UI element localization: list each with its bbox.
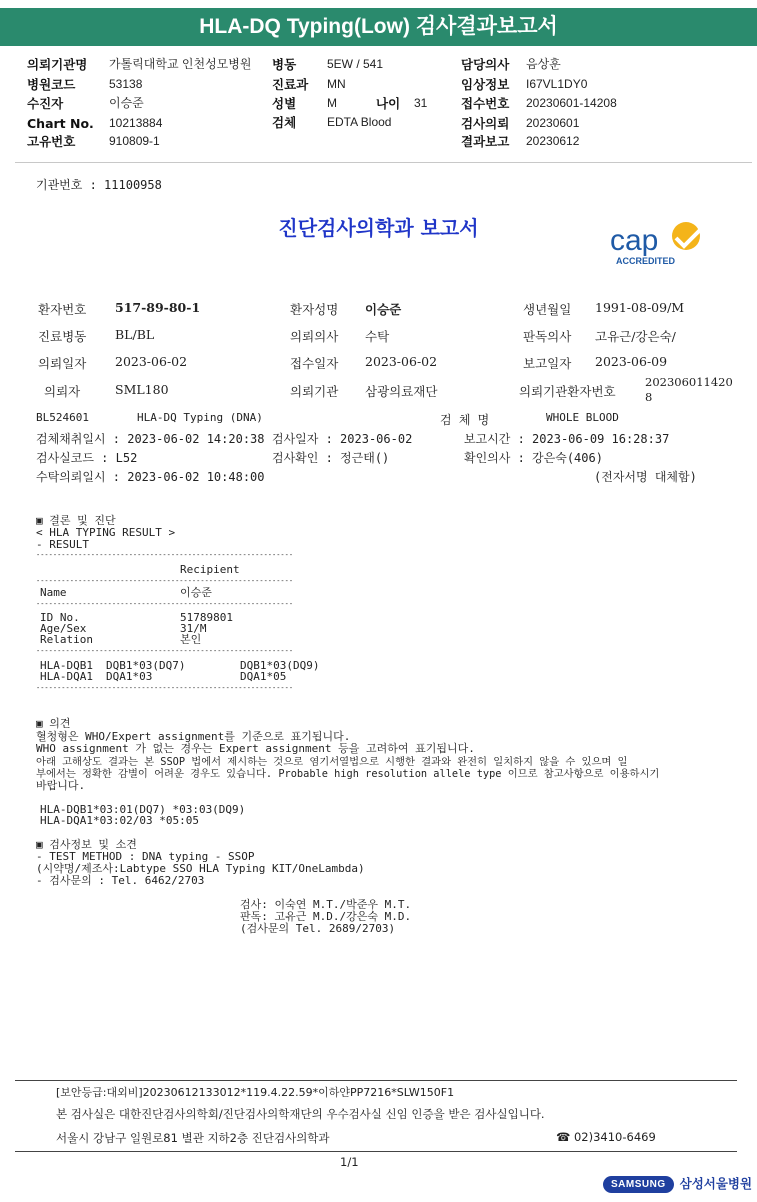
test-code: BL524601 [36,411,89,424]
inquiry-phone: (검사문의 Tel. 2689/2703) [240,922,396,935]
result-report-value: 20230612 [526,134,580,148]
institution-patient-no-label: 의뢰기관환자번호 [519,384,616,399]
confirming-doctor: 확인의사 : 강은숙(406) [464,451,603,465]
request-date-label: 의뢰일자 [38,356,87,371]
recipient-header: Recipient [180,563,240,576]
department-value: MN [327,77,346,91]
accession-value: 20230601-14208 [526,96,617,110]
hospital-brand [603,1172,752,1193]
result-dash-1: ------------------------------------------------------------- [36,551,294,559]
report-time: 보고시간 : 2023-06-09 16:28:37 [464,432,670,446]
consignment-time: 수탁의뢰일시 : 2023-06-02 10:48:00 [36,470,265,484]
requester-value: SML180 [115,382,169,397]
name-label: Name [40,586,67,599]
ward-code-label: 진료병동 [38,329,87,344]
chart-no-label: Chart No. [27,116,94,131]
hla-typing-result-title: < HLA TYPING RESULT > [36,526,176,539]
result-report-label: 결과보고 [461,134,510,149]
test-confirm: 검사확인 : 정근태() [272,451,390,465]
electronic-signature-note: (전자서명 대체함) [594,470,697,484]
read-by: 판독: 고유근 M.D./강은숙 M.D. [240,910,412,923]
opinion-line-2: WHO assignment 가 없는 경우는 Expert assignment 등을 고려하여 표기됩니다. [36,742,475,755]
test-info-heading: ▣ 검사정보 및 소견 [36,838,137,851]
dqa1-allele-1: DQA1*03 [106,670,153,683]
reading-doctor-value: 고유근/강은숙/ [595,329,676,344]
sex-value: M [327,96,337,110]
patient-no-label: 환자번호 [38,302,87,317]
requesting-doctor-label: 의뢰의사 [290,329,339,344]
opinion-line-4: 부에서는 정확한 감별이 어려운 경우도 있습니다. Probable high resolution allele type 이므로 참고사항으로 이용하시기 [36,768,660,780]
report-title-banner: HLA-DQ Typing(Low) 검사결과보고서 [0,8,757,46]
result-dash-3: ------------------------------------------------------------- [36,600,294,608]
age-sex-value: 31/M [180,622,207,635]
specimen-name-value: WHOLE BLOOD [546,411,619,424]
test-name: HLA-DQ Typing (DNA) [137,411,263,424]
institution-label: 의뢰기관명 [27,57,88,72]
dqb1-locus: HLA-DQB1 [40,659,93,672]
department-label: 진료과 [272,77,309,92]
report-date-label: 보고일자 [523,356,572,371]
specimen-label: 검체 [272,115,297,130]
ward-label: 병동 [272,57,297,72]
address-line: 서울시 강남구 일원로81 별관 지하2층 진단검사의학과 [56,1131,330,1145]
relation-value: 본인 [180,633,202,646]
footer-divider-top [15,1080,737,1081]
opinion-line-3: 아래 고해상도 결과는 본 SSOP 법에서 제시하는 것으로 염기서열법으로 시행한 결과와 완전히 일치하지 않을 수 있으며 일 [36,756,628,768]
svg-text:cap: cap [610,224,659,257]
requesting-doctor-value: 수탁 [365,329,390,344]
hospital-name: 삼성서울병원 [679,1175,753,1191]
header-divider [15,162,752,163]
conclusion-heading: ▣ 결론 및 진단 [36,514,116,527]
chart-no-value: 10213884 [109,116,163,130]
clinical-info-value: I67VL1DY0 [526,77,588,91]
requesting-institution-value: 삼광의료재단 [365,384,438,399]
samsung-logo: SAMSUNG [603,1176,674,1193]
collection-time: 검체채취일시 : 2023-06-02 14:20:38 [36,432,265,446]
result-dash-5: ------------------------------------------------------------- [36,684,294,692]
age-sex-label: Age/Sex [40,622,87,635]
test-date: 검사일자 : 2023-06-02 [272,432,413,446]
receipt-date-label: 접수일자 [290,356,339,371]
test-request-label: 검사의뢰 [461,116,510,131]
opinion-heading: ▣ 의견 [36,717,71,730]
ward-code-value: BL/BL [115,327,155,342]
patient-name-value: 이승준 [365,302,402,317]
svg-text:ACCREDITED: ACCREDITED [616,256,676,266]
birth-date-value: 1991-08-09/M [595,300,685,315]
unique-no-value: 910809-1 [109,134,160,148]
result-dash-4: ------------------------------------------------------------- [36,647,294,655]
report-title: 진단검사의학과 보고서 [278,216,479,240]
hospital-code-label: 병원코드 [27,77,76,92]
hospital-code-value: 53138 [109,77,143,91]
test-request-value: 20230601 [526,116,580,130]
id-no-value: 51789801 [180,611,233,624]
institution-patient-no-value: 202306011420 [645,375,733,389]
institution-value: 가톨릭대학교 인천성모병원 [109,57,252,71]
id-no-label: ID No. [40,611,80,624]
unique-no-label: 고유번호 [27,134,76,149]
ward-value: 5EW / 541 [327,57,384,71]
doctor-label: 담당의사 [461,57,510,72]
relation-label: Relation [40,633,93,646]
high-res-dqb1: HLA-DQB1*03:01(DQ7) *03:03(DQ9) [40,803,246,816]
reading-doctor-label: 판독의사 [523,329,572,344]
sex-label: 성별 [272,96,297,111]
tested-by: 검사: 이숙연 M.T./박준우 M.T. [240,898,412,911]
result-subtitle: - RESULT [36,538,89,551]
dqb1-allele-2: DQB1*03(DQ9) [240,659,320,672]
report-date-value: 2023-06-09 [595,354,668,369]
test-inquiry: - 검사문의 : Tel. 6462/2703 [36,874,205,887]
patient-label: 수진자 [27,96,64,111]
clinical-info-label: 임상정보 [461,77,510,92]
patient-no-value: 517-89-80-1 [115,300,201,315]
age-label: 나이 [376,96,401,111]
specimen-name-label: 검 체 명 [440,413,490,427]
dqa1-allele-2: DQA1*05 [240,670,287,683]
security-line: [보안등급:대외비]20230612133012*119.4.22.59*이하얀PP7216*SLW150F1 [56,1086,455,1099]
lab-code: 검사실코드 : L52 [36,451,138,465]
phone-line: ☎ 02)3410-6469 [556,1130,656,1144]
request-date-value: 2023-06-02 [115,354,188,369]
reagent-info: (시약명/제조사:Labtype SSO HLA Typing KIT/OneLambda) [36,862,365,875]
specimen-value: EDTA Blood [327,115,392,129]
requesting-institution-label: 의뢰기관 [290,384,339,399]
age-value: 31 [414,96,428,110]
cap-accredited-logo [608,218,718,270]
requester-label: 의뢰자 [44,384,81,399]
result-dash-2: ------------------------------------------------------------- [36,577,294,585]
opinion-line-1: 혈청형은 WHO/Expert assignment를 기준으로 표기됩니다. [36,730,351,743]
dqb1-allele-1: DQB1*03(DQ7) [106,659,186,672]
accession-label: 접수번호 [461,96,510,111]
dqa1-locus: HLA-DQA1 [40,670,93,683]
patient-name-label: 환자성명 [290,302,339,317]
test-method: - TEST METHOD : DNA typing - SSOP [36,850,255,863]
patient-value: 이승준 [109,96,144,110]
doctor-value: 음상훈 [526,57,561,71]
name-value: 이승준 [180,586,212,599]
opinion-line-5: 바랍니다. [36,779,86,792]
birth-date-label: 생년월일 [523,302,572,317]
high-res-dqa1: HLA-DQA1*03:02/03 *05:05 [40,814,199,827]
receipt-date-value: 2023-06-02 [365,354,438,369]
page-number: 1/1 [340,1155,359,1169]
agency-number: 기관번호 : 11100958 [36,178,162,192]
certification-line: 본 검사실은 대한진단검사의학회/진단검사의학재단의 우수검사실 신임 인증을 받은 검사실입니다. [56,1107,545,1121]
institution-patient-no-wrap: 8 [645,390,653,404]
footer-divider-bottom [15,1151,737,1152]
